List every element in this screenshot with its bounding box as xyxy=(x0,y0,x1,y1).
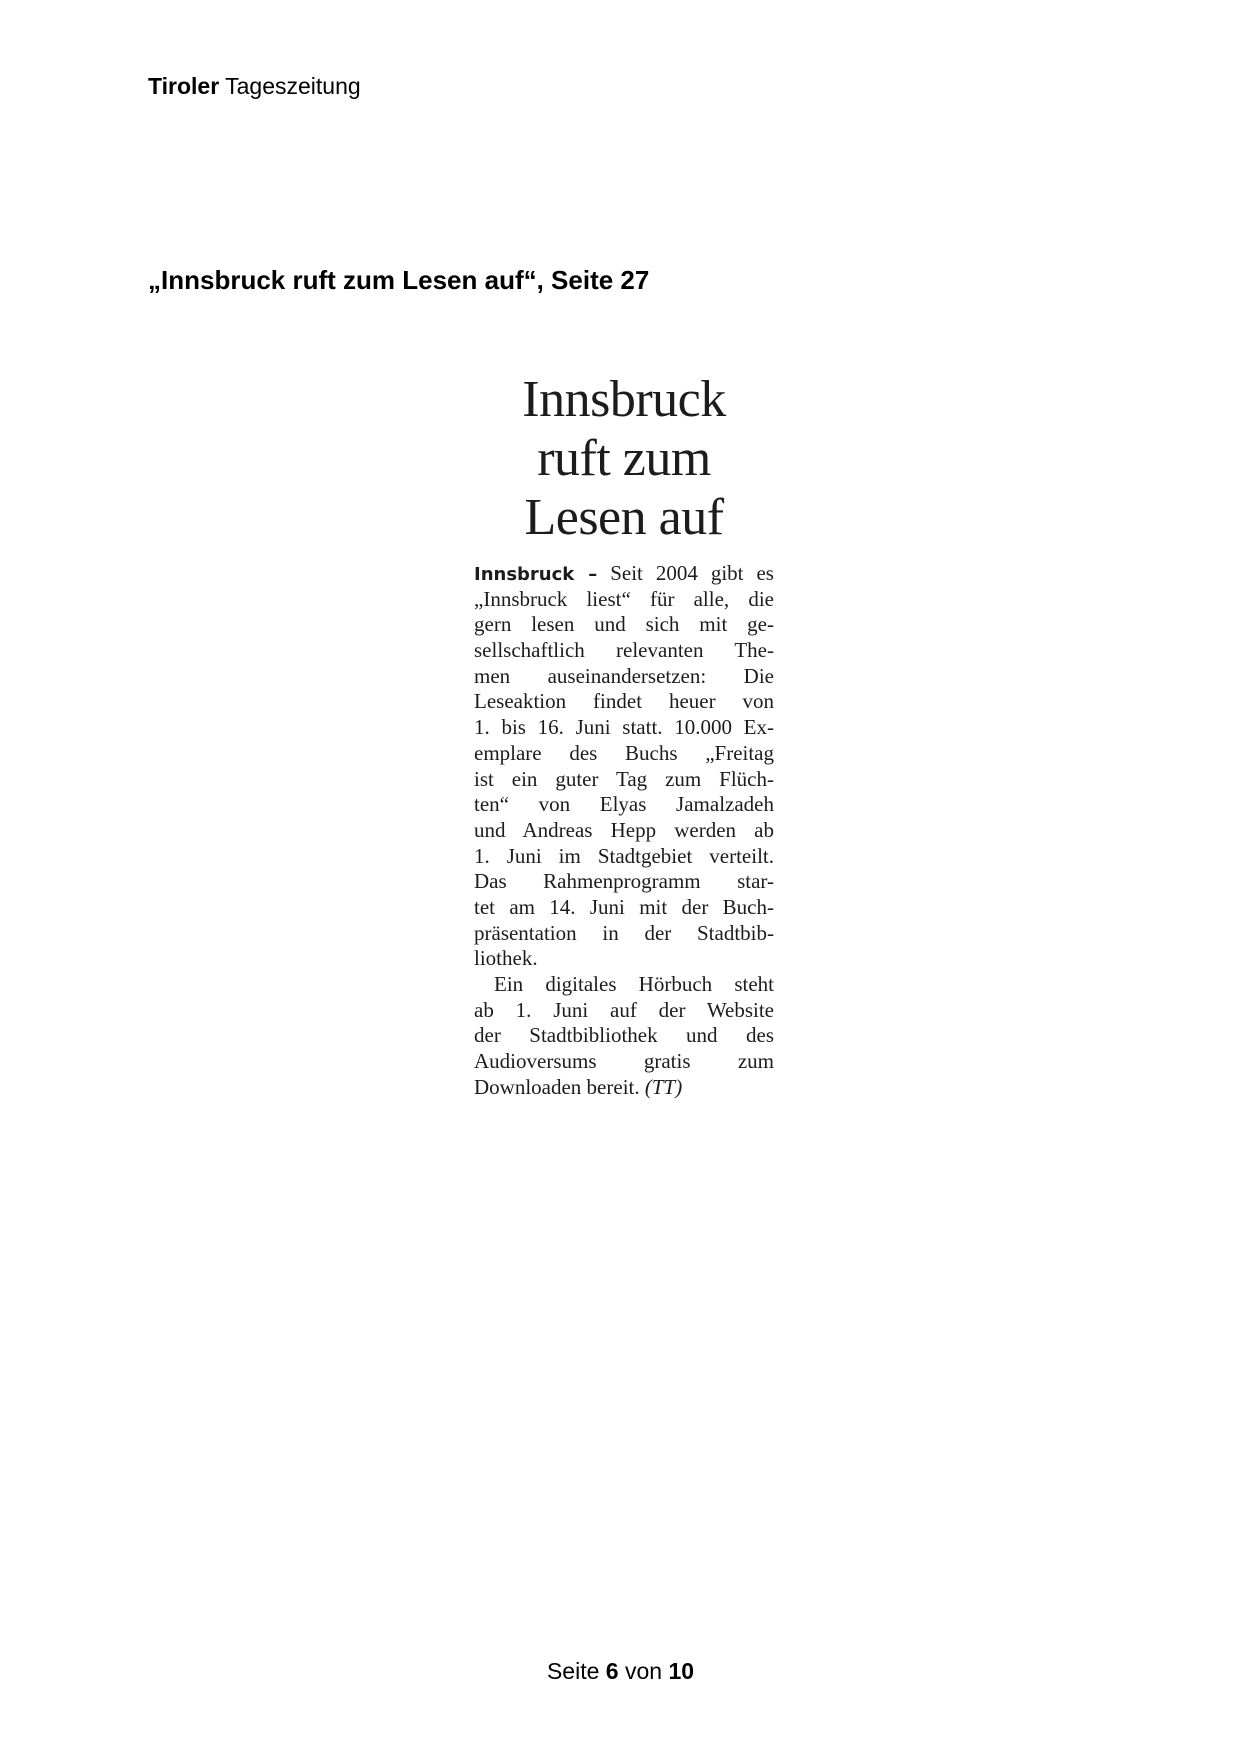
body-line: tet am 14. Juni mit der Buch- xyxy=(474,894,774,919)
body-line-text: Downloaden bereit. xyxy=(474,1074,645,1099)
body-line: 1. bis 16. Juni statt. 10.000 Ex- xyxy=(474,715,774,740)
body-line: ten“ von Elyas Jamalzadeh xyxy=(474,792,774,817)
body-line xyxy=(474,1075,774,1101)
publication-name-rest: Tageszeitung xyxy=(219,73,361,99)
body-line-text: Seit 2004 gibt es xyxy=(597,561,774,585)
dateline: Innsbruck – xyxy=(474,564,598,585)
total-pages: 10 xyxy=(668,1658,695,1684)
body-line: sellschaftlich relevanten The- xyxy=(474,638,774,663)
body-line: „Innsbruck liest“ für alle, die xyxy=(474,586,774,611)
headline-line: Innsbruck xyxy=(522,371,726,428)
publication-name xyxy=(148,71,361,101)
body-line: und Andreas Hepp werden ab xyxy=(474,817,774,842)
source-tag: (TT) xyxy=(644,1074,683,1099)
page-number-middle: von xyxy=(618,1658,669,1684)
headline-line: Lesen auf xyxy=(524,489,724,546)
body-line: 1. Juni im Stadtgebiet verteilt. xyxy=(474,843,774,868)
body-line: ab 1. Juni auf der Website xyxy=(474,997,774,1022)
body-line: Das Rahmenprogramm star- xyxy=(474,869,774,894)
current-page: 6 xyxy=(605,1658,619,1684)
body-line: gern lesen und sich mit ge- xyxy=(474,612,774,637)
publication-name-bold: Tiroler xyxy=(148,73,220,99)
page-number xyxy=(0,1656,1241,1686)
body-line: Ein digitales Hörbuch steht xyxy=(494,972,774,996)
newspaper-clipping xyxy=(474,370,774,1100)
body-line: emplare des Buchs „Freitag xyxy=(474,740,774,765)
clipping-body xyxy=(474,561,774,1100)
body-line: Leseaktion findet heuer von xyxy=(474,689,774,714)
body-line: liothek. xyxy=(474,946,538,971)
body-line: Audioversums gratis zum xyxy=(474,1049,774,1074)
clipping-headline xyxy=(474,370,774,547)
body-line: präsentation in der Stadtbib- xyxy=(474,920,774,945)
body-line: der Stadtbibliothek und des xyxy=(474,1023,774,1048)
article-reference: „Innsbruck ruft zum Lesen auf“, Seite 27 xyxy=(148,265,650,295)
body-line: men auseinandersetzen: Die xyxy=(474,663,774,688)
headline-line: ruft zum xyxy=(537,430,711,487)
body-line: ist ein guter Tag zum Flüch- xyxy=(474,766,774,791)
body-line xyxy=(474,561,774,587)
page-number-prefix: Seite xyxy=(546,1658,606,1684)
